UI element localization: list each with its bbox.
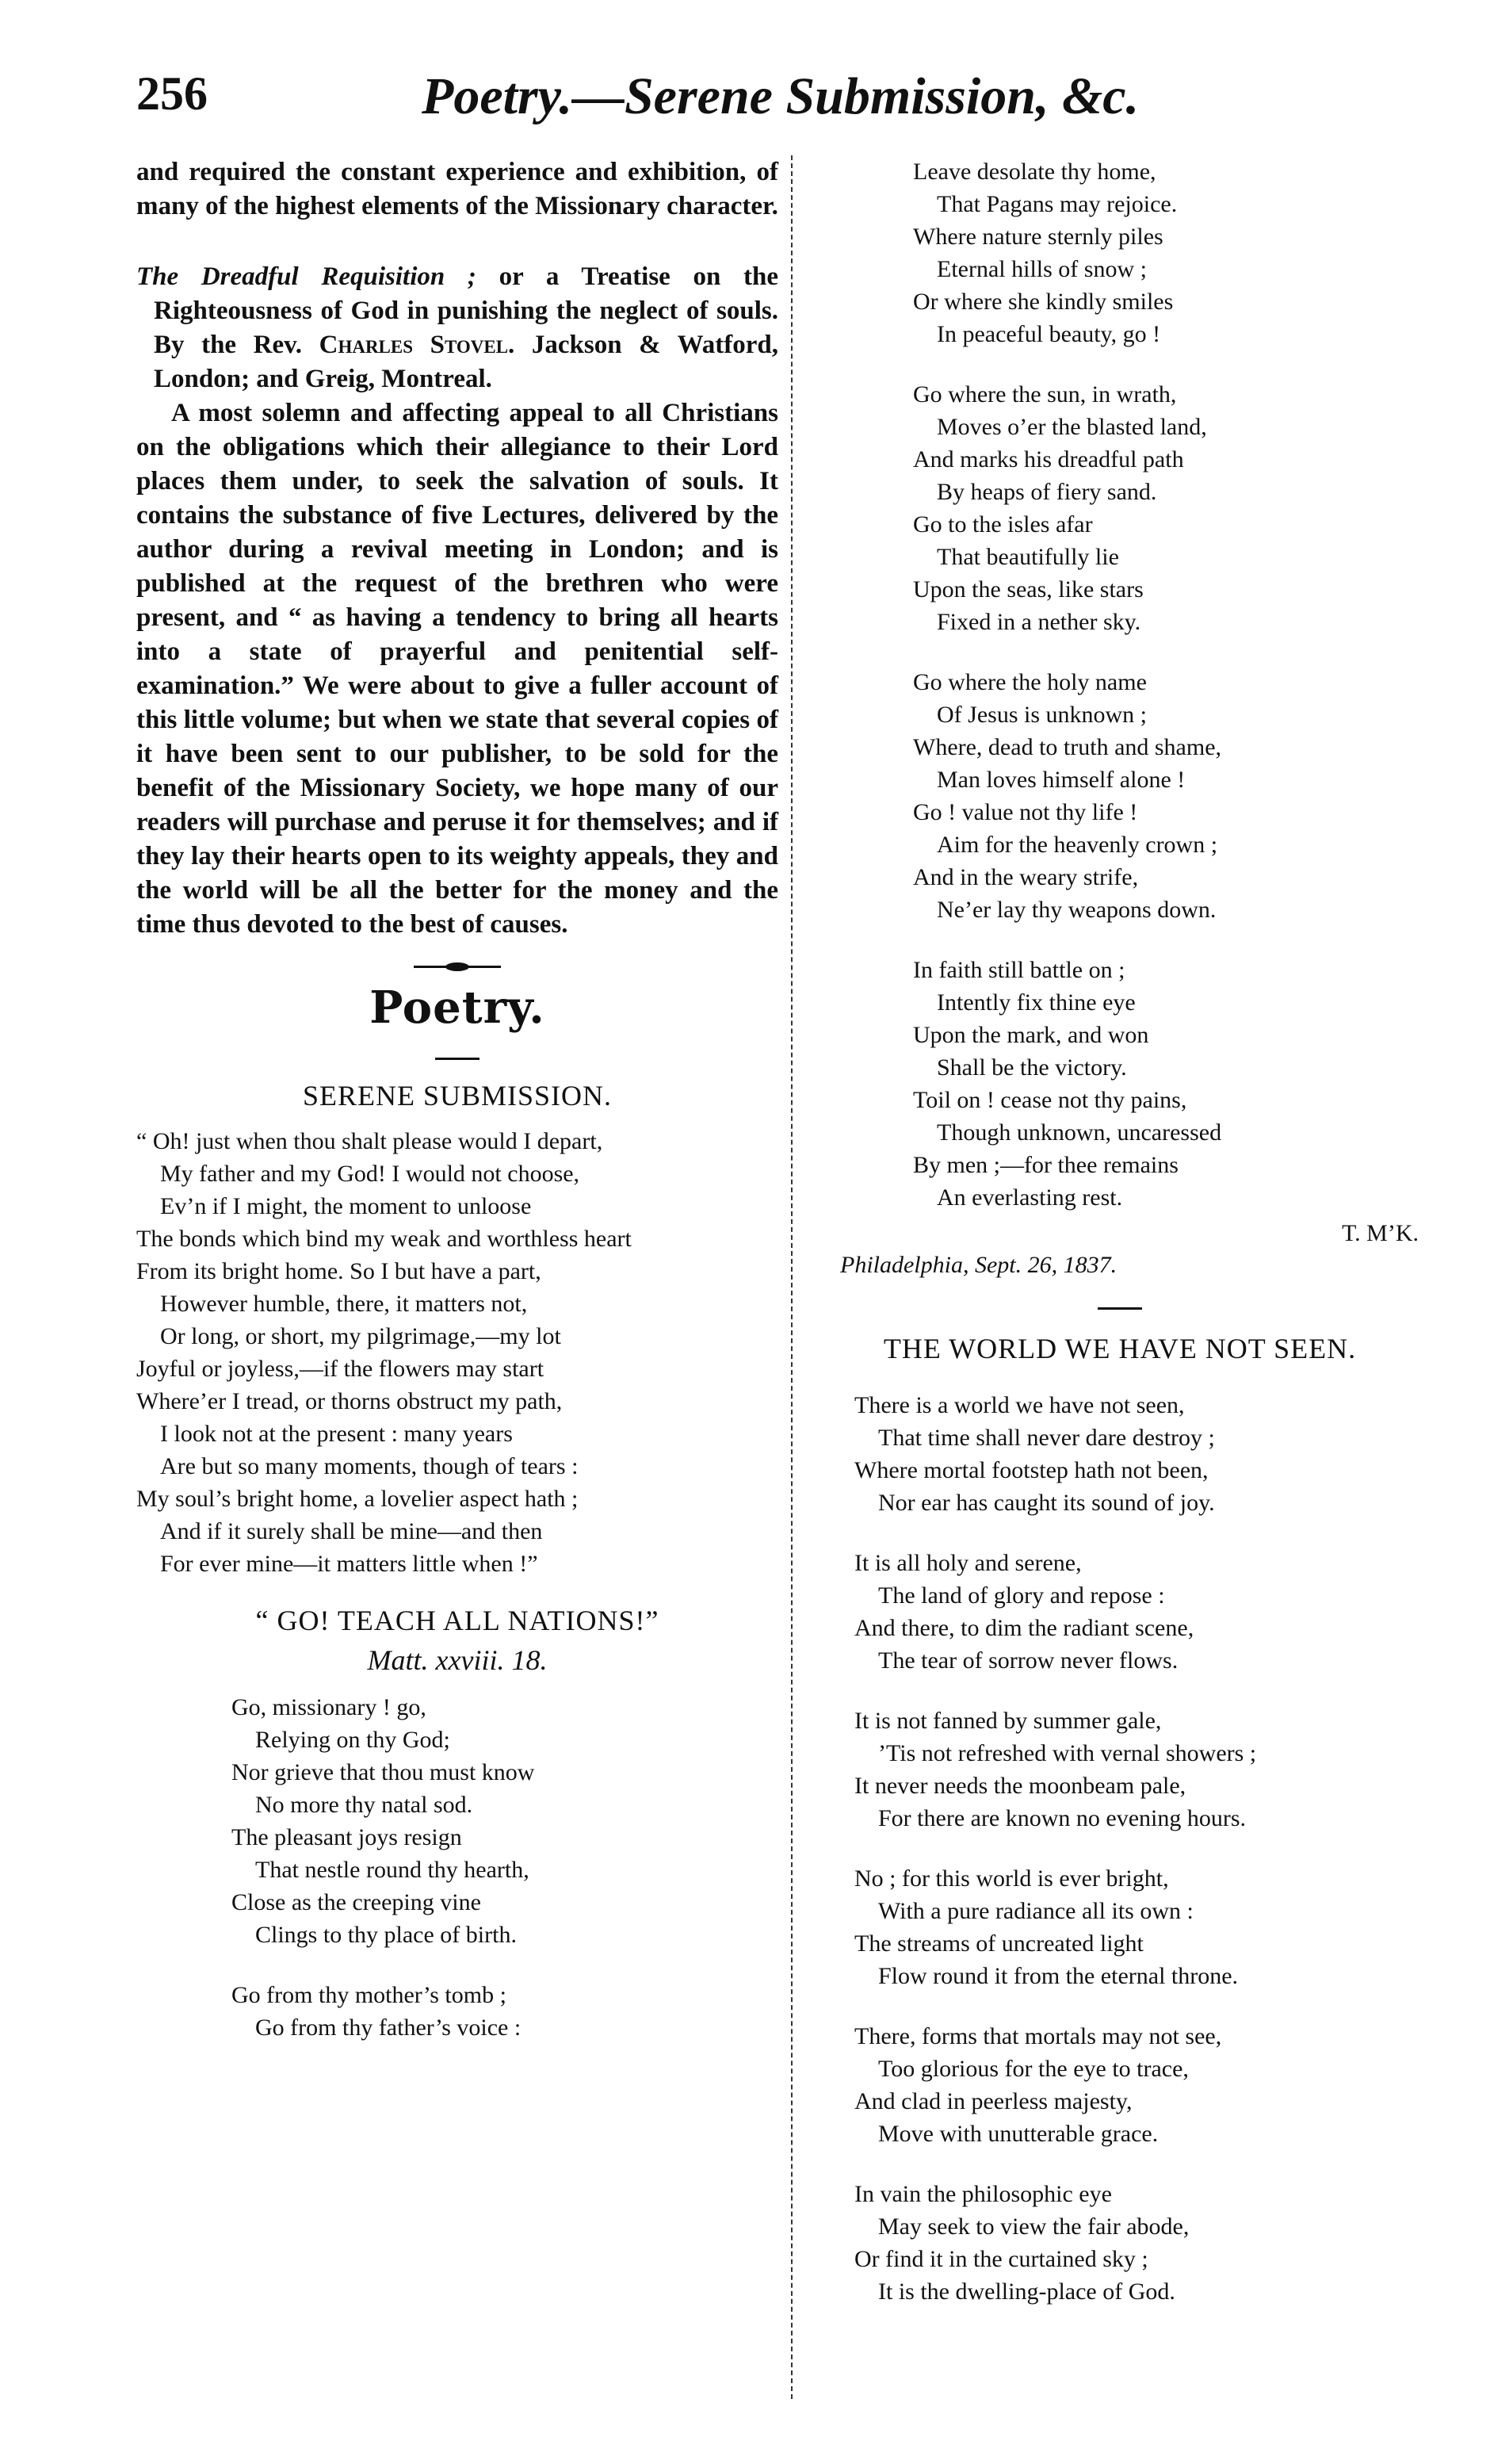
- stanza: [854, 2178, 1433, 2308]
- poem-world-not-seen: [807, 1389, 1433, 2308]
- poem-line: No more thy natal sod.: [255, 1792, 473, 1818]
- poem-line: Of Jesus is unknown ;: [937, 702, 1148, 728]
- poem-signature: T. M’K.: [1342, 1220, 1419, 1246]
- poem-line: From its bright home. So I but have a part,: [136, 1258, 541, 1284]
- poem-line: The streams of uncreated light: [854, 1930, 1144, 1957]
- poem-line: Joyful or joyless,—if the flowers may start: [136, 1356, 544, 1382]
- poem-line: In peaceful beauty, go !: [937, 321, 1161, 347]
- poem-line: That beautifully lie: [937, 544, 1119, 570]
- poem-line: It never needs the moonbeam pale,: [854, 1773, 1186, 1799]
- poem-line: It is not fanned by summer gale,: [854, 1708, 1162, 1734]
- poem-line: Man loves himself alone !: [937, 767, 1186, 793]
- stanza: [854, 1705, 1433, 1835]
- poem-line: Where nature sternly piles: [913, 224, 1163, 250]
- poem-line: ’Tis not refreshed with vernal showers ;: [878, 1740, 1257, 1766]
- poem-line: The tear of sorrow never flows.: [878, 1647, 1179, 1674]
- poem-line: That time shall never dare destroy ;: [878, 1425, 1215, 1451]
- ornament-divider: [414, 962, 501, 970]
- poem-line: Clings to thy place of birth.: [255, 1922, 517, 1948]
- poem-line: Relying on thy God;: [255, 1727, 450, 1753]
- poem-line: And there, to dim the radiant scene,: [854, 1615, 1194, 1641]
- poem-line: I look not at the present : many years: [160, 1421, 513, 1447]
- poem-line: By men ;—for thee remains: [913, 1152, 1179, 1178]
- stanza: [913, 378, 1433, 638]
- running-title: Poetry.—Serene Submission, &c.: [422, 67, 1140, 125]
- poem-line: Move with unutterable grace.: [878, 2121, 1159, 2147]
- poem-line: My soul’s bright home, a lovelier aspect hath ;: [136, 1486, 579, 1512]
- poem-line: Too glorious for the eye to trace,: [878, 2056, 1189, 2082]
- poem-line: Leave desolate thy home,: [913, 159, 1156, 185]
- poem-line: Ev’n if I might, the moment to unloose: [160, 1193, 532, 1219]
- poem-line: Where, dead to truth and shame,: [913, 734, 1222, 760]
- poem-line: Or where she kindly smiles: [913, 289, 1174, 315]
- stanza: [913, 666, 1433, 926]
- poem-line: Go where the sun, in wrath,: [913, 381, 1177, 407]
- poem-line: And if it surely shall be mine—and then: [160, 1518, 543, 1544]
- stanza: [231, 1979, 778, 2044]
- column-divider: [791, 155, 793, 2399]
- poem-line: Flow round it from the eternal throne.: [878, 1963, 1239, 1989]
- poem-line: By heaps of fiery sand.: [937, 479, 1157, 505]
- poem-line: For ever mine—it matters little when !”: [160, 1551, 538, 1577]
- review-heading-text-2: Jackson & Watford, London; and Greig, Montreal.: [154, 331, 779, 393]
- poem-go-teach-part1: [136, 1691, 778, 2044]
- poem-line: Where mortal footstep hath not been,: [854, 1457, 1209, 1483]
- stanza: [913, 155, 1433, 350]
- stanza: [854, 1389, 1433, 1519]
- poem-title-world-not-seen: THE WORLD WE HAVE NOT SEEN.: [883, 1333, 1357, 1364]
- poem-line: For there are known no evening hours.: [878, 1805, 1247, 1831]
- section-title: Poetry.: [369, 981, 545, 1034]
- poem-line: Aim for the heavenly crown ;: [937, 832, 1218, 858]
- poem-line: In vain the philosophic eye: [854, 2181, 1112, 2207]
- poem-line: Go, missionary ! go,: [231, 1694, 426, 1720]
- poem-title-go-teach: “ GO! TEACH ALL NATIONS!”: [255, 1605, 659, 1636]
- poem-subtitle-go-teach: Matt. xxviii. 18.: [367, 1644, 548, 1676]
- right-column: [807, 155, 1433, 2308]
- poem-line: Moves o’er the blasted land,: [937, 414, 1207, 440]
- poem-go-teach-part2: [807, 155, 1433, 1214]
- poem-line: Go to the isles afar: [913, 511, 1093, 538]
- poem-line: Shall be the victory.: [937, 1054, 1127, 1081]
- poem-line: “ Oh! just when thou shalt please would I depart,: [136, 1128, 603, 1154]
- poem-line: It is the dwelling-place of God.: [878, 2278, 1175, 2305]
- poem-line: Intently fix thine eye: [937, 989, 1136, 1016]
- poem-line: May seek to view the fair abode,: [878, 2213, 1190, 2240]
- poem-line: An everlasting rest.: [937, 1184, 1123, 1211]
- poem-line: And in the weary strife,: [913, 864, 1139, 890]
- review-heading-text-1: or a Treatise on the Righteousness of God in punishing the neglect of souls. By the Rev.: [154, 262, 779, 359]
- poem-line: Toil on ! cease not thy pains,: [913, 1087, 1187, 1113]
- poem-line: That Pagans may rejoice.: [937, 191, 1178, 217]
- poem-line: It is all holy and serene,: [854, 1550, 1082, 1576]
- signature-row: [807, 1214, 1433, 1252]
- poem-line: Where’er I tread, or thorns obstruct my path,: [136, 1388, 563, 1414]
- poem-line: Nor ear has caught its sound of joy.: [878, 1490, 1215, 1516]
- stanza: [913, 954, 1433, 1214]
- review-heading: [136, 260, 778, 396]
- poem-line: Go from thy father’s voice :: [255, 2014, 522, 2041]
- poem-line: Though unknown, uncaressed: [937, 1119, 1222, 1146]
- left-column: [136, 155, 778, 2044]
- intro-paragraph: and required the constant experience and exhibition, of many of the highest elements of the Missionary character.: [136, 158, 778, 220]
- short-rule: [435, 1058, 479, 1060]
- stanza: [854, 1547, 1433, 1677]
- poem-serene-submission: [136, 1125, 778, 1580]
- poem-line: Fixed in a nether sky.: [937, 609, 1141, 635]
- poem-line: My father and my God! I would not choose,: [160, 1161, 580, 1187]
- page-number: 256: [136, 67, 208, 120]
- poem-line: Go ! value not thy life !: [913, 799, 1138, 825]
- running-header: [136, 67, 1436, 130]
- poem-line: Go from thy mother’s tomb ;: [231, 1982, 506, 2008]
- poem-line: Upon the mark, and won: [913, 1022, 1149, 1048]
- stanza: [854, 1862, 1433, 1992]
- poem-line: No ; for this world is ever bright,: [854, 1865, 1169, 1892]
- poem-line: And marks his dreadful path: [913, 446, 1184, 473]
- poem-line: In faith still battle on ;: [913, 957, 1125, 983]
- poem-line: With a pure radiance all its own :: [878, 1898, 1194, 1924]
- poem-line: Or find it in the curtained sky ;: [854, 2246, 1148, 2272]
- poem-line: There, forms that mortals may not see,: [854, 2023, 1222, 2049]
- poem-line: Nor grieve that thou must know: [231, 1759, 535, 1785]
- review-body: A most solemn and affecting appeal to all Christians on the obligations which their allegiance to their Lord places them under, to seek the salvation of souls. It contains the substance of five Lectures, delivered by the author during a revival meeting in London; and is published at the request of the brethren who were present, and “ as having a tendency to bring all hearts into a state of prayerful and penitential self-examination.” We were about to give a fuller account of this little volume; but when we state that several copies of it have been sent to our publisher, to be sold for the benefit of the Missionary Society, we hope many of our readers will purchase and peruse it for themselves; and if they lay their hearts open to its weighty appeals, they and the world will be all the better for the money and the time thus devoted to the best of causes.: [136, 399, 778, 939]
- poem-line: The bonds which bind my weak and worthless heart: [136, 1226, 632, 1252]
- poem-line: And clad in peerless majesty,: [854, 2088, 1133, 2114]
- poem-line: Or long, or short, my pilgrimage,—my lot: [160, 1323, 561, 1349]
- poem-line: Eternal hills of snow ;: [937, 256, 1147, 282]
- poem-line: However humble, there, it matters not,: [160, 1291, 528, 1317]
- poem-line: Upon the seas, like stars: [913, 576, 1144, 603]
- poem-line: There is a world we have not seen,: [854, 1392, 1185, 1418]
- poem-line: Go where the holy name: [913, 669, 1147, 695]
- poem-line: Close as the creeping vine: [231, 1889, 481, 1915]
- poem-line: That nestle round thy hearth,: [255, 1857, 529, 1883]
- poem-line: Are but so many moments, though of tears :: [160, 1453, 579, 1479]
- poem-dateline: Philadelphia, Sept. 26, 1837.: [840, 1252, 1118, 1278]
- poem-title-serene-submission: SERENE SUBMISSION.: [302, 1080, 613, 1111]
- short-rule: [1098, 1307, 1142, 1310]
- review-book-title: The Dreadful Requisition ;: [136, 262, 476, 291]
- stanza: [231, 1691, 778, 1951]
- poem-line: The land of glory and repose :: [878, 1582, 1165, 1609]
- stanza: [854, 2020, 1433, 2150]
- poem-line: The pleasant joys resign: [231, 1824, 462, 1850]
- review-author: Charles Stovel.: [319, 331, 515, 359]
- poem-line: Ne’er lay thy weapons down.: [937, 897, 1217, 923]
